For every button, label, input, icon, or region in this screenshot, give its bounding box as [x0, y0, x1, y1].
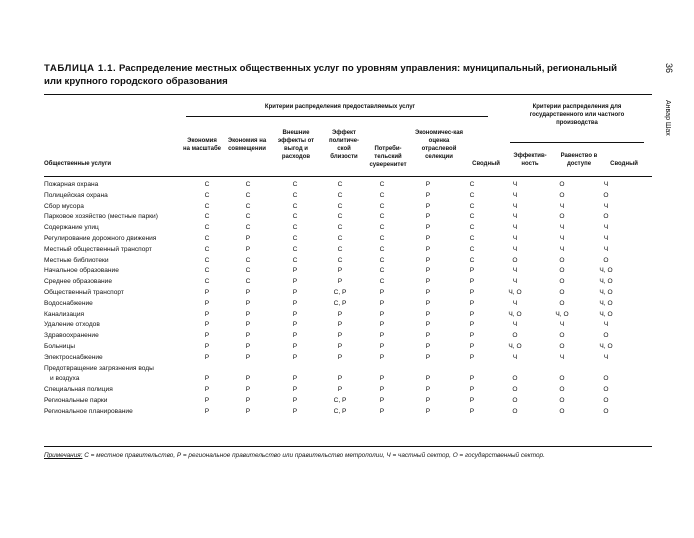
service-name: Удаление отходов — [44, 321, 100, 329]
cell-col-6: Р — [425, 396, 431, 404]
col-header-2: Экономия на совмещении — [227, 138, 267, 152]
cell-col-4: С — [337, 202, 343, 210]
cell-col-6: Р — [425, 181, 431, 188]
col-header-6: Экономичес-кая оценка отраслевой селекции — [414, 130, 464, 160]
top-rule — [44, 94, 652, 95]
cell-col-2: Р — [245, 407, 251, 415]
cell-col-2: Р — [245, 310, 251, 318]
cell-col-6: Р — [425, 278, 431, 286]
table-row — [44, 212, 626, 223]
cell-col-7: Р — [469, 299, 475, 307]
cell-col-2 — [226, 364, 270, 375]
cell-col-2: Р — [245, 353, 251, 361]
cell-col-9: О — [559, 256, 565, 264]
bottom-rule — [44, 446, 652, 447]
cell-col-6: Р — [425, 375, 431, 383]
cell-col-4: Р — [337, 353, 343, 361]
table-row — [44, 288, 626, 299]
col-header-5: Потреби-тельский суверенитет — [369, 146, 407, 168]
cell-col-3: Р — [292, 321, 298, 329]
cell-col-9: О — [559, 386, 565, 394]
cell-col-6: Р — [425, 386, 431, 394]
cell-col-10: О — [603, 396, 609, 404]
table-row — [44, 180, 626, 191]
cell-col-3: С — [292, 202, 298, 210]
cell-col-7: Р — [469, 375, 475, 383]
table-row — [44, 223, 626, 234]
cell-col-6: Р — [425, 332, 431, 340]
col-header-9: Равенство в доступе — [560, 153, 598, 167]
cell-col-1 — [188, 364, 226, 375]
cell-col-1: С — [204, 213, 210, 221]
cell-col-4: Р — [337, 386, 343, 394]
note-label: Примечания: — [44, 452, 83, 459]
cell-col-8: Ч, О — [508, 342, 522, 350]
cell-col-4: Р — [337, 267, 343, 275]
cell-col-2: С — [245, 181, 251, 188]
cell-col-10: Ч — [603, 202, 609, 210]
cell-col-6: Р — [425, 321, 431, 329]
col-header-8: Эффектив-ность — [513, 153, 547, 167]
cell-col-10: Ч — [603, 234, 609, 242]
cell-col-8: Ч — [512, 202, 518, 210]
cell-col-1: С — [204, 202, 210, 210]
cell-col-6: Р — [425, 407, 431, 415]
cell-col-5: С — [379, 224, 385, 232]
cell-col-7: Р — [469, 267, 475, 275]
cell-col-5: Р — [379, 299, 385, 307]
cell-col-8: Ч — [512, 181, 518, 188]
cell-col-8: Ч — [512, 353, 518, 361]
cell-col-5: Р — [379, 332, 385, 340]
cell-col-1: Р — [204, 332, 210, 340]
cell-col-10: О — [603, 375, 609, 383]
cell-col-7: С — [469, 181, 475, 188]
cell-col-4: С — [337, 234, 343, 242]
cell-col-5: Р — [379, 353, 385, 361]
cell-col-7: С — [469, 256, 475, 264]
header-bottom-rule — [44, 176, 652, 177]
cell-col-5: Р — [379, 288, 385, 296]
cell-col-9: Ч, О — [555, 310, 569, 318]
cell-col-3: Р — [292, 407, 298, 415]
cell-col-8: О — [512, 396, 518, 404]
cell-col-10: Ч — [603, 224, 609, 232]
cell-col-6: Р — [425, 234, 431, 242]
cell-col-6: Р — [425, 256, 431, 264]
cell-col-8 — [492, 364, 538, 375]
cell-col-7: Р — [469, 278, 475, 286]
col-header-4: Эффект политиче-ской близости — [328, 130, 360, 160]
table-row — [44, 353, 626, 364]
table-row — [44, 396, 626, 407]
cell-col-7: Р — [469, 353, 475, 361]
cell-col-7: С — [469, 213, 475, 221]
cell-col-6: Р — [425, 342, 431, 350]
service-name: Региональное планирование — [44, 407, 133, 415]
cell-col-10: Ч, О — [599, 278, 613, 286]
cell-col-5: С — [379, 256, 385, 264]
cell-col-5: С — [379, 278, 385, 286]
cell-col-4: Р — [337, 375, 343, 383]
cell-col-10: О — [603, 407, 609, 415]
cell-col-9: Ч — [559, 202, 565, 210]
cell-col-9: Ч — [559, 321, 565, 329]
cell-col-9: О — [559, 191, 565, 199]
cell-col-10: О — [603, 256, 609, 264]
cell-col-2: С — [245, 278, 251, 286]
cell-col-9: О — [559, 213, 565, 221]
cell-col-6: Р — [425, 224, 431, 232]
cell-col-2: Р — [245, 321, 251, 329]
cell-col-8: Ч — [512, 321, 518, 329]
group2-rule — [510, 142, 644, 143]
table-row — [44, 342, 626, 353]
cell-col-1: Р — [204, 396, 210, 404]
table-row — [44, 245, 626, 256]
service-name: Полицейская охрана — [44, 191, 108, 199]
cell-col-6: Р — [425, 202, 431, 210]
cell-col-10: Ч, О — [599, 342, 613, 350]
note-text: С = местное правительство, Р = региональное правительство или правительство метрополии, Ч = частный сектор, О = государственный сектор. — [84, 452, 545, 459]
cell-col-5: Р — [379, 375, 385, 383]
cell-col-1: С — [204, 267, 210, 275]
cell-col-3: С — [292, 256, 298, 264]
service-name: Специальная полиция — [44, 386, 113, 394]
cell-col-5: С — [379, 181, 385, 188]
cell-col-3: Р — [292, 353, 298, 361]
cell-col-1: Р — [204, 353, 210, 361]
cell-col-8: Ч — [512, 224, 518, 232]
cell-col-5: С — [379, 191, 385, 199]
cell-col-3: С — [292, 181, 298, 188]
cell-col-3: Р — [292, 332, 298, 340]
cell-col-2: С — [245, 202, 251, 210]
cell-col-5: С — [379, 213, 385, 221]
cell-col-10: Ч — [603, 353, 609, 361]
cell-col-3: Р — [292, 278, 298, 286]
cell-col-7: Р — [469, 342, 475, 350]
cell-col-1: Р — [204, 299, 210, 307]
table-row — [44, 331, 626, 342]
service-name: Содержание улиц — [44, 224, 99, 232]
service-name: Здравоохранение — [44, 332, 99, 340]
cell-col-5 — [360, 364, 404, 375]
cell-col-2: С — [245, 191, 251, 199]
cell-col-3: Р — [292, 342, 298, 350]
cell-col-3: Р — [292, 310, 298, 318]
cell-col-6: Р — [425, 191, 431, 199]
service-name: Местный общественный транспорт — [44, 245, 152, 253]
cell-col-5: Р — [379, 396, 385, 404]
service-name: Регулирование дорожного движения — [44, 234, 157, 242]
page-number: 36 — [664, 63, 674, 74]
service-name: Предотвращение загрязнения воды — [44, 364, 154, 372]
cell-col-1: С — [204, 278, 210, 286]
cell-col-2: Р — [245, 332, 251, 340]
service-name: Больницы — [44, 342, 75, 350]
service-name: Местные библиотеки — [44, 256, 109, 264]
cell-col-2: Р — [245, 342, 251, 350]
cell-col-9: О — [559, 267, 565, 275]
cell-col-2: Р — [245, 299, 251, 307]
cell-col-4: С — [337, 245, 343, 253]
row-label-header: Общественные услуги — [44, 161, 112, 167]
cell-col-4: С, Р — [333, 396, 347, 404]
cell-col-6: Р — [425, 353, 431, 361]
cell-col-9: О — [559, 375, 565, 383]
cell-col-5: С — [379, 234, 385, 242]
cell-col-6: Р — [425, 288, 431, 296]
cell-col-2: С — [245, 213, 251, 221]
table-row — [44, 234, 626, 245]
cell-col-5: Р — [379, 310, 385, 318]
production-group-header: Критерии распределения для государственного или частного производства — [529, 104, 625, 126]
cell-col-7: Р — [469, 288, 475, 296]
cell-col-5: С — [379, 245, 385, 253]
cell-col-6: Р — [425, 310, 431, 318]
cell-col-3: С — [292, 224, 298, 232]
cell-col-4: Р — [337, 278, 343, 286]
running-header-author: Анвар Шах — [664, 100, 671, 136]
cell-col-4: С — [337, 224, 343, 232]
cell-col-9: О — [559, 396, 565, 404]
cell-col-7: Р — [469, 310, 475, 318]
cell-col-10: Ч, О — [599, 267, 613, 275]
cell-col-5: С — [379, 202, 385, 210]
cell-col-3 — [270, 364, 320, 375]
table-label: ТАБЛИЦА 1.1. — [44, 63, 117, 74]
cell-col-9: О — [559, 407, 565, 415]
service-name: Пожарная охрана — [44, 181, 99, 188]
cell-col-10: Ч, О — [599, 299, 613, 307]
cell-col-1: С — [204, 245, 210, 253]
cell-col-7: Р — [469, 396, 475, 404]
cell-col-10: Ч, О — [599, 310, 613, 318]
cell-col-8: Ч — [512, 245, 518, 253]
service-name: Сбор мусора — [44, 202, 84, 210]
cell-col-7: С — [469, 234, 475, 242]
cell-col-7: Р — [469, 407, 475, 415]
cell-col-9 — [538, 364, 586, 375]
service-name: Начальное образование — [44, 267, 119, 275]
cell-col-9: О — [559, 278, 565, 286]
col-header-3: Внешние эффекты от выгод и расходов — [277, 130, 315, 160]
cell-col-9: О — [559, 288, 565, 296]
cell-col-10: Ч — [603, 245, 609, 253]
cell-col-8: Ч — [512, 267, 518, 275]
cell-col-2: С — [245, 267, 251, 275]
cell-col-1: Р — [204, 342, 210, 350]
cell-col-8: О — [512, 332, 518, 340]
cell-col-5: Р — [379, 321, 385, 329]
cell-col-2: Р — [245, 386, 251, 394]
cell-col-1: С — [204, 256, 210, 264]
cell-col-7: С — [469, 245, 475, 253]
cell-col-8: Ч — [512, 213, 518, 221]
table-row — [44, 374, 626, 385]
cell-col-10: О — [603, 386, 609, 394]
cell-col-3: Р — [292, 386, 298, 394]
cell-col-6: Р — [425, 267, 431, 275]
cell-col-6: Р — [425, 299, 431, 307]
service-name: и воздуха — [50, 375, 80, 383]
cell-col-9: Ч — [559, 224, 565, 232]
cell-col-1: Р — [204, 321, 210, 329]
cell-col-3: Р — [292, 375, 298, 383]
cell-col-3: С — [292, 234, 298, 242]
table-row — [44, 256, 626, 267]
cell-col-5: С — [379, 267, 385, 275]
table-row — [44, 266, 626, 277]
cell-col-9: Ч — [559, 353, 565, 361]
cell-col-8: О — [512, 375, 518, 383]
cell-col-8: Ч — [512, 299, 518, 307]
cell-col-5: Р — [379, 386, 385, 394]
cell-col-8: Ч — [512, 278, 518, 286]
cell-col-8: О — [512, 407, 518, 415]
cell-col-3: Р — [292, 288, 298, 296]
cell-col-2: Р — [245, 288, 251, 296]
cell-col-8: Ч — [512, 234, 518, 242]
services-table — [44, 180, 626, 418]
cell-col-1: Р — [204, 288, 210, 296]
cell-col-6: Р — [425, 213, 431, 221]
cell-col-9: Ч — [559, 234, 565, 242]
service-name: Среднее образование — [44, 278, 113, 286]
cell-col-9: О — [559, 332, 565, 340]
service-name: Электроснабжение — [44, 353, 103, 361]
cell-col-3: Р — [292, 299, 298, 307]
table-note — [44, 452, 545, 459]
cell-col-2: Р — [245, 375, 251, 383]
cell-col-8: Ч, О — [508, 310, 522, 318]
cell-col-7 — [452, 364, 492, 375]
cell-col-3: С — [292, 213, 298, 221]
col-header-7: Сводный — [472, 161, 500, 167]
cell-col-4: С — [337, 191, 343, 199]
cell-col-4: Р — [337, 342, 343, 350]
cell-col-4: Р — [337, 332, 343, 340]
cell-col-10: Ч, О — [599, 288, 613, 296]
cell-col-7: Р — [469, 332, 475, 340]
cell-col-1: С — [204, 181, 210, 188]
cell-col-9: О — [559, 181, 565, 188]
cell-col-1: С — [204, 191, 210, 199]
cell-col-1: С — [204, 224, 210, 232]
table-row — [44, 191, 626, 202]
cell-col-6 — [404, 364, 452, 375]
service-name: Парковое хозяйство (местные парки) — [44, 213, 158, 221]
cell-col-6: Р — [425, 245, 431, 253]
table-row — [44, 310, 626, 321]
cell-col-7: С — [469, 224, 475, 232]
service-name: Общественный транспорт — [44, 288, 124, 296]
table-row — [44, 364, 626, 375]
cell-col-4: С — [337, 181, 343, 188]
table-title — [44, 63, 624, 88]
service-name: Региональные парки — [44, 396, 108, 404]
cell-col-2: Р — [245, 234, 251, 242]
cell-col-4: С, Р — [333, 288, 347, 296]
cell-col-4: С, Р — [333, 299, 347, 307]
cell-col-1: С — [204, 234, 210, 242]
cell-col-1: Р — [204, 386, 210, 394]
table-row — [44, 202, 626, 213]
cell-col-1: Р — [204, 375, 210, 383]
cell-col-10: Ч — [603, 181, 609, 188]
cell-col-3: С — [292, 191, 298, 199]
cell-col-7: Р — [469, 321, 475, 329]
cell-col-4: С — [337, 213, 343, 221]
cell-col-4: Р — [337, 321, 343, 329]
cell-col-9: Ч — [559, 245, 565, 253]
cell-col-1: Р — [204, 310, 210, 318]
cell-col-2: С — [245, 256, 251, 264]
cell-col-3: Р — [292, 267, 298, 275]
cell-col-2: С — [245, 224, 251, 232]
table-row — [44, 299, 626, 310]
cell-col-7: С — [469, 191, 475, 199]
cell-col-5: Р — [379, 342, 385, 350]
criteria-group-header: Критерии распределения предоставляемых услуг — [264, 104, 416, 110]
cell-col-9: О — [559, 342, 565, 350]
cell-col-2: Р — [245, 396, 251, 404]
cell-col-5: Р — [379, 407, 385, 415]
table-row — [44, 277, 626, 288]
cell-col-8: Ч — [512, 191, 518, 199]
cell-col-10: О — [603, 213, 609, 221]
cell-col-3: Р — [292, 396, 298, 404]
cell-col-7: С — [469, 202, 475, 210]
col-header-10: Сводный — [610, 161, 638, 167]
cell-col-10: О — [603, 191, 609, 199]
cell-col-10: О — [603, 332, 609, 340]
cell-col-4: Р — [337, 310, 343, 318]
cell-col-8: Ч, О — [508, 288, 522, 296]
cell-col-9: О — [559, 299, 565, 307]
cell-col-8: О — [512, 386, 518, 394]
cell-col-8: О — [512, 256, 518, 264]
group1-rule — [186, 116, 488, 117]
cell-col-10: Ч — [603, 321, 609, 329]
table-row — [44, 407, 626, 418]
cell-col-4 — [320, 364, 360, 375]
table-row — [44, 320, 626, 331]
table-row — [44, 385, 626, 396]
service-name: Канализация — [44, 310, 85, 318]
col-header-1: Экономия на масштабе — [183, 138, 221, 152]
cell-col-7: Р — [469, 386, 475, 394]
cell-col-3: С — [292, 245, 298, 253]
cell-col-10 — [586, 364, 626, 375]
cell-col-4: С, Р — [333, 407, 347, 415]
cell-col-4: С — [337, 256, 343, 264]
table-title-text: Распределение местных общественных услуг по уровням управления: муниципальный, региональный или крупного городского образования — [44, 63, 617, 87]
service-name: Водоснабжение — [44, 299, 93, 307]
cell-col-1: Р — [204, 407, 210, 415]
cell-col-2: Р — [245, 245, 251, 253]
